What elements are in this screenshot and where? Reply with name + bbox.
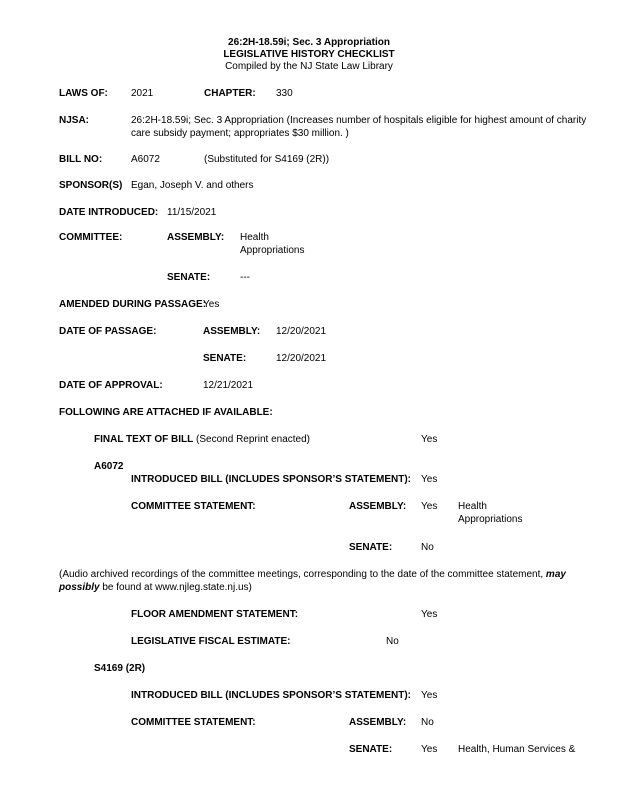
date-of-passage-label: DATE OF PASSAGE:	[59, 326, 157, 337]
passage-senate-label: SENATE:	[203, 353, 247, 364]
committee-assembly-label: ASSEMBLY:	[167, 232, 225, 243]
sponsors-label: SPONSOR(S)	[59, 180, 123, 191]
njsa-label: NJSA:	[59, 115, 90, 126]
s4169-senate-label: SENATE:	[349, 744, 393, 755]
s4169-introduced-value: Yes	[421, 690, 438, 701]
njsa-line-2: care subsidy payment; appropriates $30 million. )	[131, 128, 349, 139]
floor-amendment-label: FLOOR AMENDMENT STATEMENT:	[131, 609, 299, 620]
committee-label: COMMITTEE:	[59, 232, 123, 243]
a6072-introduced-value: Yes	[421, 474, 438, 485]
final-text-label	[94, 433, 310, 446]
final-text-value: Yes	[421, 434, 438, 445]
date-introduced-value: 11/15/2021	[167, 207, 217, 218]
njsa-line-1: 26:2H-18.59i; Sec. 3 Appropriation (Increases number of hospitals eligible for highest amount of charity	[131, 115, 587, 126]
date-of-approval-value: 12/21/2021	[203, 380, 254, 391]
sponsors-value: Egan, Joseph V. and others	[131, 180, 254, 191]
document-title: 26:2H-18.59i; Sec. 3 Appropriation	[228, 37, 390, 48]
laws-of-label: LAWS OF:	[59, 88, 108, 99]
audio-note-website-text: be found at www.njleg.state.nj.us)	[99, 582, 252, 593]
s4169-assembly-value: No	[421, 717, 434, 728]
amended-label: AMENDED DURING PASSAGE:	[59, 299, 207, 310]
a6072-introduced-label: INTRODUCED BILL (INCLUDES SPONSOR’S STATEMENT):	[131, 474, 411, 485]
laws-of-value: 2021	[131, 88, 154, 99]
s4169-introduced-label: INTRODUCED BILL (INCLUDES SPONSOR’S STATEMENT):	[131, 690, 411, 701]
compiled-by: Compiled by the NJ State Law Library	[225, 61, 393, 72]
audio-note-line-1	[59, 568, 566, 581]
passage-assembly-value: 12/20/2021	[276, 326, 327, 337]
a6072-senate-label: SENATE:	[349, 542, 393, 553]
final-text-label-bold: FINAL TEXT OF BILL	[94, 434, 194, 445]
date-of-approval-label: DATE OF APPROVAL:	[59, 380, 163, 391]
s4169-senate-committee: Health, Human Services &	[458, 744, 576, 755]
committee-assembly-line-2: Appropriations	[240, 245, 305, 256]
document-subtitle: LEGISLATIVE HISTORY CHECKLIST	[223, 49, 395, 60]
chapter-label: CHAPTER:	[204, 88, 256, 99]
audio-note-emphasis-possibly: possibly	[59, 582, 100, 593]
s4169-assembly-label: ASSEMBLY:	[349, 717, 407, 728]
bill-no-note: (Substituted for S4169 (2R))	[204, 154, 330, 165]
a6072-assembly-value: Yes	[421, 501, 438, 512]
committee-assembly-line-1: Health	[240, 232, 269, 243]
final-text-label-rest: (Second Reprint enacted)	[193, 434, 310, 445]
audio-note-emphasis-may: may	[545, 569, 566, 580]
a6072-senate-value: No	[421, 542, 434, 553]
a6072-assembly-committee-1: Health	[458, 501, 487, 512]
a6072-assembly-committee-2: Appropriations	[458, 514, 523, 525]
fiscal-estimate-value: No	[386, 636, 399, 647]
fiscal-estimate-label: LEGISLATIVE FISCAL ESTIMATE:	[131, 636, 291, 647]
committee-senate-value: ---	[240, 272, 250, 283]
a6072-assembly-label: ASSEMBLY:	[349, 501, 407, 512]
date-introduced-label: DATE INTRODUCED:	[59, 207, 159, 218]
committee-senate-label: SENATE:	[167, 272, 211, 283]
bill-no-value: A6072	[131, 154, 160, 165]
bill-no-label: BILL NO:	[59, 154, 103, 165]
audio-note-line-2	[59, 581, 252, 594]
s4169-committee-label: COMMITTEE STATEMENT:	[131, 717, 256, 728]
attached-heading: FOLLOWING ARE ATTACHED IF AVAILABLE:	[59, 407, 273, 418]
floor-amendment-value: Yes	[421, 609, 438, 620]
passage-senate-value: 12/20/2021	[276, 353, 327, 364]
passage-assembly-label: ASSEMBLY:	[203, 326, 261, 337]
amended-value: Yes	[203, 299, 220, 310]
chapter-value: 330	[276, 88, 293, 99]
s4169-senate-value: Yes	[421, 744, 438, 755]
a6072-committee-label: COMMITTEE STATEMENT:	[131, 501, 256, 512]
s4169-heading: S4169 (2R)	[94, 663, 146, 674]
audio-note-text: (Audio archived recordings of the committee meetings, corresponding to the date of the committee statement,	[59, 569, 546, 580]
a6072-heading: A6072	[94, 461, 124, 472]
